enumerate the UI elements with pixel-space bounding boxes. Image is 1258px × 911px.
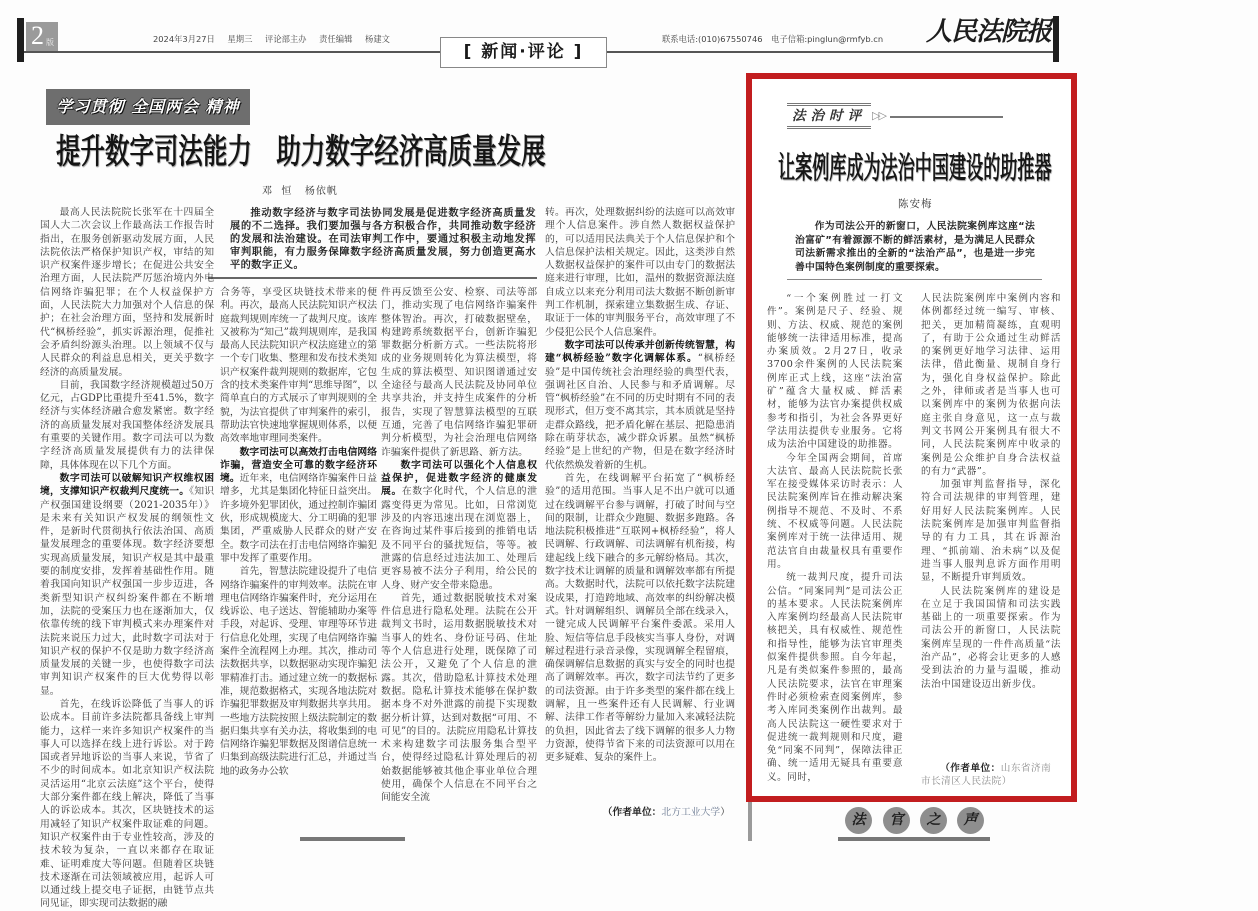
- paragraph: [40, 206, 214, 379]
- issue-date: 2024年3月27日: [153, 34, 215, 44]
- author-affiliation-close: ）: [720, 807, 730, 818]
- editor-name: 杨建文: [365, 34, 390, 44]
- commentary-affiliation-label: （作者单位：: [940, 763, 1001, 774]
- double-arrow-icon: ▷▷: [872, 109, 885, 122]
- commentary-divider: [787, 279, 1042, 280]
- issue-weekday: 星期三: [227, 34, 253, 44]
- contact-phone: 联系电话:(010)67550746: [662, 34, 763, 44]
- paragraph-heading: 数字司法可以高效打击电信网络诈骗，营造安全可靠的数字经济环境。: [220, 446, 377, 485]
- header-right-bar: [1053, 16, 1059, 62]
- bottom-decor-bar: [300, 837, 405, 841]
- stamp-circle: 法: [845, 807, 872, 834]
- paragraph-text: 人民法院案例库的建设是在立足于我国国情和司法实践基础上的一项重要探索。作为司法公开的新窗口，人民法院案例库呈现的一件件高质量“法治产品”，必将会让更多的人感受到法治的力量与温暖，推动法治中国建设迈出新步伐。: [921, 585, 1061, 690]
- paragraph: [220, 446, 377, 566]
- editor-label: 责任编辑: [319, 34, 353, 44]
- paragraph: [545, 339, 735, 472]
- commentary-author-affiliation: [921, 762, 1061, 789]
- paragraph-text: “一个案例胜过一打文件”。案例是尺子、经验、规则、方法、权威、规范的案例能够统一法律适用标准，提高办案质效。2月27日，收录3700余件案例的人民法院案例库正式上线，这座“法治富矿”蕴含大量权威、鲜活素材，能够为法官办案提供权威参考和指引，为社会各界更好学法用法提供专业服务。它将成为法治中国建设的助推器。: [767, 293, 903, 451]
- stamp-side-rule: [748, 802, 752, 841]
- section-label: [ 新闻·评论 ]: [440, 37, 607, 68]
- paragraph-heading: 数字司法可以强化个人信息权益保护，促进数字经济的健康发展。: [381, 459, 537, 498]
- article-byline: 邓 恒 杨依帆: [262, 186, 338, 197]
- header-left-bar: [17, 18, 24, 62]
- article-headline: [56, 132, 546, 173]
- paragraph: [921, 585, 1061, 691]
- paragraph-text: 《知识产权强国建设纲要（2021-2035年）》是未来有关知识产权发展的纲领性文件，是新时代贯彻执行依法治国、高质量发展理念的重要体现。数字经济要想实现高质量发展，知识产权是其中最重要的制度安排，发挥着基础性作用。随着我国向知识产权强国一步步迈进，各类新型知识产权纠纷案件都在不断增加，法院的受案压力也在逐渐加大，仅依靠传统的线下审判模式来办理案件对法院来说压力过大，此时数字司法对于知识产权的保护不仅是助力数字经济高质量发展的关键一步，也使得数字司法审判知识产权案件的巨大优势得以彰显。: [40, 486, 214, 697]
- paragraph-text: 统一裁判尺度，提升司法公信。“同案同判”是司法公正的基本要求。人民法院案例库入库案例均经最高人民法院审核把关，具有权威性、规范性和指导性，能够为法官审理类似案件提供参照。自今年起，凡是有类似案件参照的，最高人民法院要求，法官在审理案件时必须检索查阅案例库，参考入库同类案例作出裁判。最高人民法院这一硬性要求对于促进统一裁判规则和尺度，避免“同案不同判”，保障法律正确、统一适用无疑具有重要意义。同时，: [767, 572, 903, 783]
- paragraph: [767, 292, 903, 452]
- paragraph-text: 今年全国两会期间，首席大法官、最高人民法院院长张军在接受媒体采访时表示：人民法院案例库旨在推动解决案例指导不规范、不及时、不系统、不权威等问题。人民法院案例库对于统一法律适用、规范法官自由裁量权具有重要作用。: [767, 452, 903, 570]
- paragraph: [921, 292, 1061, 478]
- commentary-headline-text: 让案例库成为法治中国建设的助推器: [778, 151, 1052, 186]
- paragraph: [381, 592, 537, 805]
- stamp-circle: 官: [883, 807, 910, 834]
- author-affiliation-label: （作者单位：: [602, 807, 662, 818]
- commentary-affiliation-value: 山东省济南市长清区人民法院）: [921, 763, 1052, 788]
- contact-email: 电子信箱:pinglun@rmfyb.cn: [771, 34, 884, 44]
- contact-info: [662, 33, 889, 45]
- author-affiliation-value: 北方工业大学: [661, 807, 721, 818]
- paragraph: [545, 206, 735, 339]
- header-rule-right: [607, 51, 1054, 53]
- author-affiliation: [545, 806, 730, 819]
- page-number: 2: [31, 21, 44, 50]
- paragraph-text: 近年来，电信网络诈骗案件日益增多，尤其是集团化特征日益突出。许多境外犯罪团伙，通过控制诈骗团伙，形成规模庞大、分工明确的犯罪集团，严重威胁人民群众的财产安全。数字司法在打击电信网络诈骗犯罪中发挥了重要作用。: [220, 473, 378, 564]
- paragraph-heading: 数字司法可以破解知识产权维权困境，支撑知识产权裁判尺度统一。: [40, 472, 214, 498]
- paragraph: [40, 472, 214, 698]
- article-column-2: [220, 286, 377, 823]
- paragraph-text: 目前，我国数字经济规模超过50万亿元，占GDP比重提升至41.5%，数字经济与实体经济融合愈发紧密。数字经济的高质量发展对我国整体经济发展具有重要的关键作用。数字司法可以为数字经济高质量发展提供有力的法律保障，具体体现在以下几个方面。: [40, 379, 214, 471]
- page-number-suffix: 版: [46, 38, 54, 47]
- paragraph: [767, 452, 903, 572]
- paragraph-text: 件再反馈至公安、检察、司法等部门，推动实现了电信网络诈骗案件整体智治。再次，打破数据壁垒，构建跨系统数据平台，创新诈骗犯罪数据分析新方式。一些法院将形成的业务规则转化为算法模型，将生成的算法模型、知识图谱通过安全途径与最高人民法院及协同单位共享共治，并支持生成案件的分析报告，实现了智慧算法模型的互联互通，完善了电信网络诈骗犯罪研判分析模型，为社会治理电信网络诈骗案件提供了新思路、新方法。: [381, 287, 537, 458]
- stamp-circle: 之: [920, 807, 947, 834]
- paragraph-text: 最高人民法院院长张军在十四届全国人大二次会议上作最高法工作报告时指出，在服务创新驱动发展方面，人民法院依法严格保护知识产权，审结的知识产权案件逐步增长；在促进公共安全治理方面，人民法院严厉惩治境内外电信网络诈骗犯罪；在个人权益保护方面，人民法院大力加强对个人信息的保护；在社会治理方面，坚持和发展新时代“枫桥经验”，抓实诉源治理，促推社会矛盾纠纷源头治理。以上领域不仅与人民群众的利益息息相关，更关乎数字经济的高质量发展。: [40, 207, 214, 378]
- paragraph-text: 在数字化时代，个人信息的泄露变得更为常见。比如，日常浏览涉及的内容迅速出现在浏览器上，在咨询过某件事后接到的推销电话及不同平台的骚扰短信，等等。被泄露的信息经过违法加工、处理后更容易被不法分子利用，给公民的人身、财产安全带来隐患。: [381, 486, 538, 591]
- paragraph-text: 合务等，享受区块链技术带来的便利。再次，最高人民法院知识产权法庭裁判规则库统一了裁判尺度。该库又被称为“知己”裁判规则库，是我国最高人民法院知识产权法庭建立的第一个专门收集、整理和发布技术类知识产权案件裁判规则的数据库，它包含的技术类案件审判“思维导图”，以简单直白的方式展示了审判规则的全貌，为法官提供了审判案件的索引，帮助法官快速地掌握规则体系，以便高效率地审理同类案件。: [220, 287, 377, 445]
- article-headline-text: 提升数字司法能力 助力数字经济高质量发展: [56, 132, 546, 172]
- commentary-headline: [778, 152, 1058, 188]
- paragraph-text: “枫桥经验”是中国传统社会治理经验的典型代表，强调社区自治、人民参与和矛盾调解。尽管“枫桥经验”在不同的历史时期有不同的表现形式，但万变不离其宗，其本质就是坚持走群众路线，把矛盾化解在基层、把隐患消除在萌芽状态，减少群众诉累。虽然“枫桥经验”是上世纪的产物，但是在数字经济时代依然焕发着新的生机。: [545, 353, 735, 471]
- topic-banner: 学习贯彻 全国两会 精神: [46, 89, 250, 125]
- paragraph-text: 转。再次，处理数据纠纷的法庭可以高效审理个人信息案件。涉自然人数据权益保护的，可以适用民法典关于个人信息保护和个人信息保护法相关规定。因此，这类涉自然人数据权益保护的案件可以由专门的数据法庭来进行审理，比如，温州的数据资源法庭自成立以来充分利用司法大数据不断创新审判工作机制，探索建立集数据生成、存证、取证于一体的审判服务平台，高效审理了不少侵犯公民个人信息案件。: [545, 207, 735, 338]
- lead-divider: [208, 277, 537, 279]
- stamp-circle: 声: [957, 807, 984, 834]
- commentary-lead: 作为司法公开的新窗口，人民法院案例库这座“法治富矿”有着源源不断的鲜活素材，是为满足人民群众司法新需求推出的全新的“法治产品”，也是进一步完善中国特色案例制度的重要探索。: [795, 221, 1035, 273]
- paragraph: [381, 286, 537, 459]
- paragraph-text: 首先，智慧法院建设提升了电信网络诈骗案件的审判效率。法院在审理电信网络诈骗案件时，充分运用在线诉讼、电子送达、智能辅助办案等手段，对起诉、受理、审理等环节进行信息化处理，实现了电信网络诈骗案件全流程网上办理。其次，推动司法数据共享，以数据驱动实现诈骗犯罪精准打击。通过建立统一的数据标准，规范数据格式，实现各地法院对诈骗犯罪数据及审判数据共享共用。一些地方法院按照上级法院制定的数据归集共享有关办法，将收集到的电信网络诈骗犯罪数据及图谱信息统一归集到高级法院进行汇总，并通过当地的政务办公软: [220, 566, 377, 777]
- paragraph-text: 加强审判监督指导，深化符合司法规律的审判管理，建好用好人民法院案例库。人民法院案例库是加强审判监督指导的有力工具，其在诉源治理、“抓前端、治未病”以及促进当事人服判息诉方面作用明显，不断提升审判质效。: [921, 479, 1061, 584]
- commentary-column-2: [921, 292, 1061, 760]
- paragraph-text: 人民法院案例库中案例内容和体例都经过统一编写、审核、把关，更加精简凝练，直观明了，有助于公众通过生动鲜活的案例更好地学习法律、运用法律，借此衡量、规制自身行为，强化自身权益保护。除此之外，律师或者是当事人也可以案例库中的案例为依据向法庭主张自身意见，这一点与裁判文书网公开案例具有很大不同，人民法院案例库中收录的案例是公众维护自身合法权益的有力“武器”。: [921, 293, 1061, 477]
- paragraph: [767, 571, 903, 784]
- masthead-logo: 人民法院报: [926, 17, 1052, 47]
- commentary-column-1: [767, 292, 903, 788]
- article-column-4: [545, 206, 735, 798]
- paragraph-text: 首先，通过数据脱敏技术对案件信息进行隐私处理。法院在公开裁判文书时，运用数据脱敏技术对当事人的姓名、身份证号码、住址等个人信息进行处理，既保障了司法公开，又避免了个人信息的泄露。其次，借助隐私计算技术处理数据。隐私计算技术能够在保护数据本身不对外泄露的前提下实现数据分析计算，达到对数据“可用、不可见”的目的。法院应用隐私计算技术来构建数字司法服务集合型平台，使得经过隐私计算处理后的初始数据能够被其他企事业单位合理使用，确保个人信息在不同平台之间能安全流: [381, 592, 537, 804]
- article-column-1: [40, 206, 214, 910]
- paragraph: [220, 565, 377, 778]
- paragraph: [40, 379, 214, 472]
- stamp-underline-bar: [838, 837, 990, 841]
- issue-info: [153, 33, 400, 45]
- article-column-3: [381, 286, 537, 823]
- paragraph: [545, 472, 735, 765]
- rubric-rule: [890, 116, 1003, 118]
- commentary-byline: 陈安梅: [898, 198, 933, 210]
- paragraph: [40, 698, 214, 911]
- paragraph: [381, 459, 537, 592]
- column-rubric: 法治时评: [787, 103, 871, 129]
- paragraph-heading: 数字司法可以传承并创新传统智慧，构建“枫桥经验”数字化调解体系。: [545, 339, 735, 365]
- header-rule-left: [24, 51, 440, 53]
- organizer: 评论部主办: [265, 34, 307, 44]
- page-number-badge: [26, 22, 58, 51]
- paragraph-text: 首先，在线诉讼降低了当事人的诉讼成本。目前许多法院都具备线上审判能力，这样一来许多知识产权案件的当事人可以选择在线上进行诉讼。对于跨国或者异地诉讼的当事人来说，节省了不少的时间成本。如北京知识产权法院灵活运用“北京云法庭”这个平台，使得大部分案件都在线上解决，降低了当事人的诉讼成本。其次，区块链技术的运用减轻了知识产权案件取证难的问题。知识产权案件由于专业性较高，涉及的技术较为复杂，一直以来都存在取证难、证明难度大等问题。但随着区块链技术逐渐在司法领域被应用，起诉人可以通过线上提交电子证据，由链节点共同见证，即实现司法数据的融: [40, 698, 214, 910]
- paragraph-text: 首先，在线调解平台拓宽了“枫桥经验”的适用范围。当事人足不出户就可以通过在线调解平台参与调解，打破了时间与空间的限制，让群众少跑腿、数据多跑路。各地法院积极推进“互联网+枫桥经验”，将人民调解、行政调解、司法调解有机衔接，构建起线上线下融合的多元解纷格局。其次，数字技术让调解的质量和调解效率都有所提高。大数据时代，法院可以依托数字法院建设成果，打造跨地域、高效率的纠纷解决模式。针对调解组织、调解员全部在线录入，一键完成人民调解平台案件委派。采用人脸、短信等信息手段核实当事人身份，对调解过程进行录音录像，实现调解全程留痕，确保调解信息数据的真实与安全的同时也提高了调解效率。再次，数字司法节约了更多的司法资源。由于许多类型的案件都在线上调解，且一些案件还有人民调解、行业调解、法律工作者等解纷力量加入来减轻法院的负担，因此省去了线下调解的很多人力物力资源，使得节省下来的司法资源可以用在更多疑难、复杂的案件上。: [545, 472, 735, 764]
- article-lead: 推动数字经济与数字司法协同发展是促进数字经济高质量发展的不二选择。我们要加强与各方积极合作，共同推动数字经济的发展和法治建设。在司法审判工作中，要通过积极主动地发挥审判职能，有力服务保障数字经济高质量发展，努力创造更高水平的数字正义。: [230, 208, 536, 271]
- paragraph: [921, 478, 1061, 584]
- paragraph: [220, 286, 377, 446]
